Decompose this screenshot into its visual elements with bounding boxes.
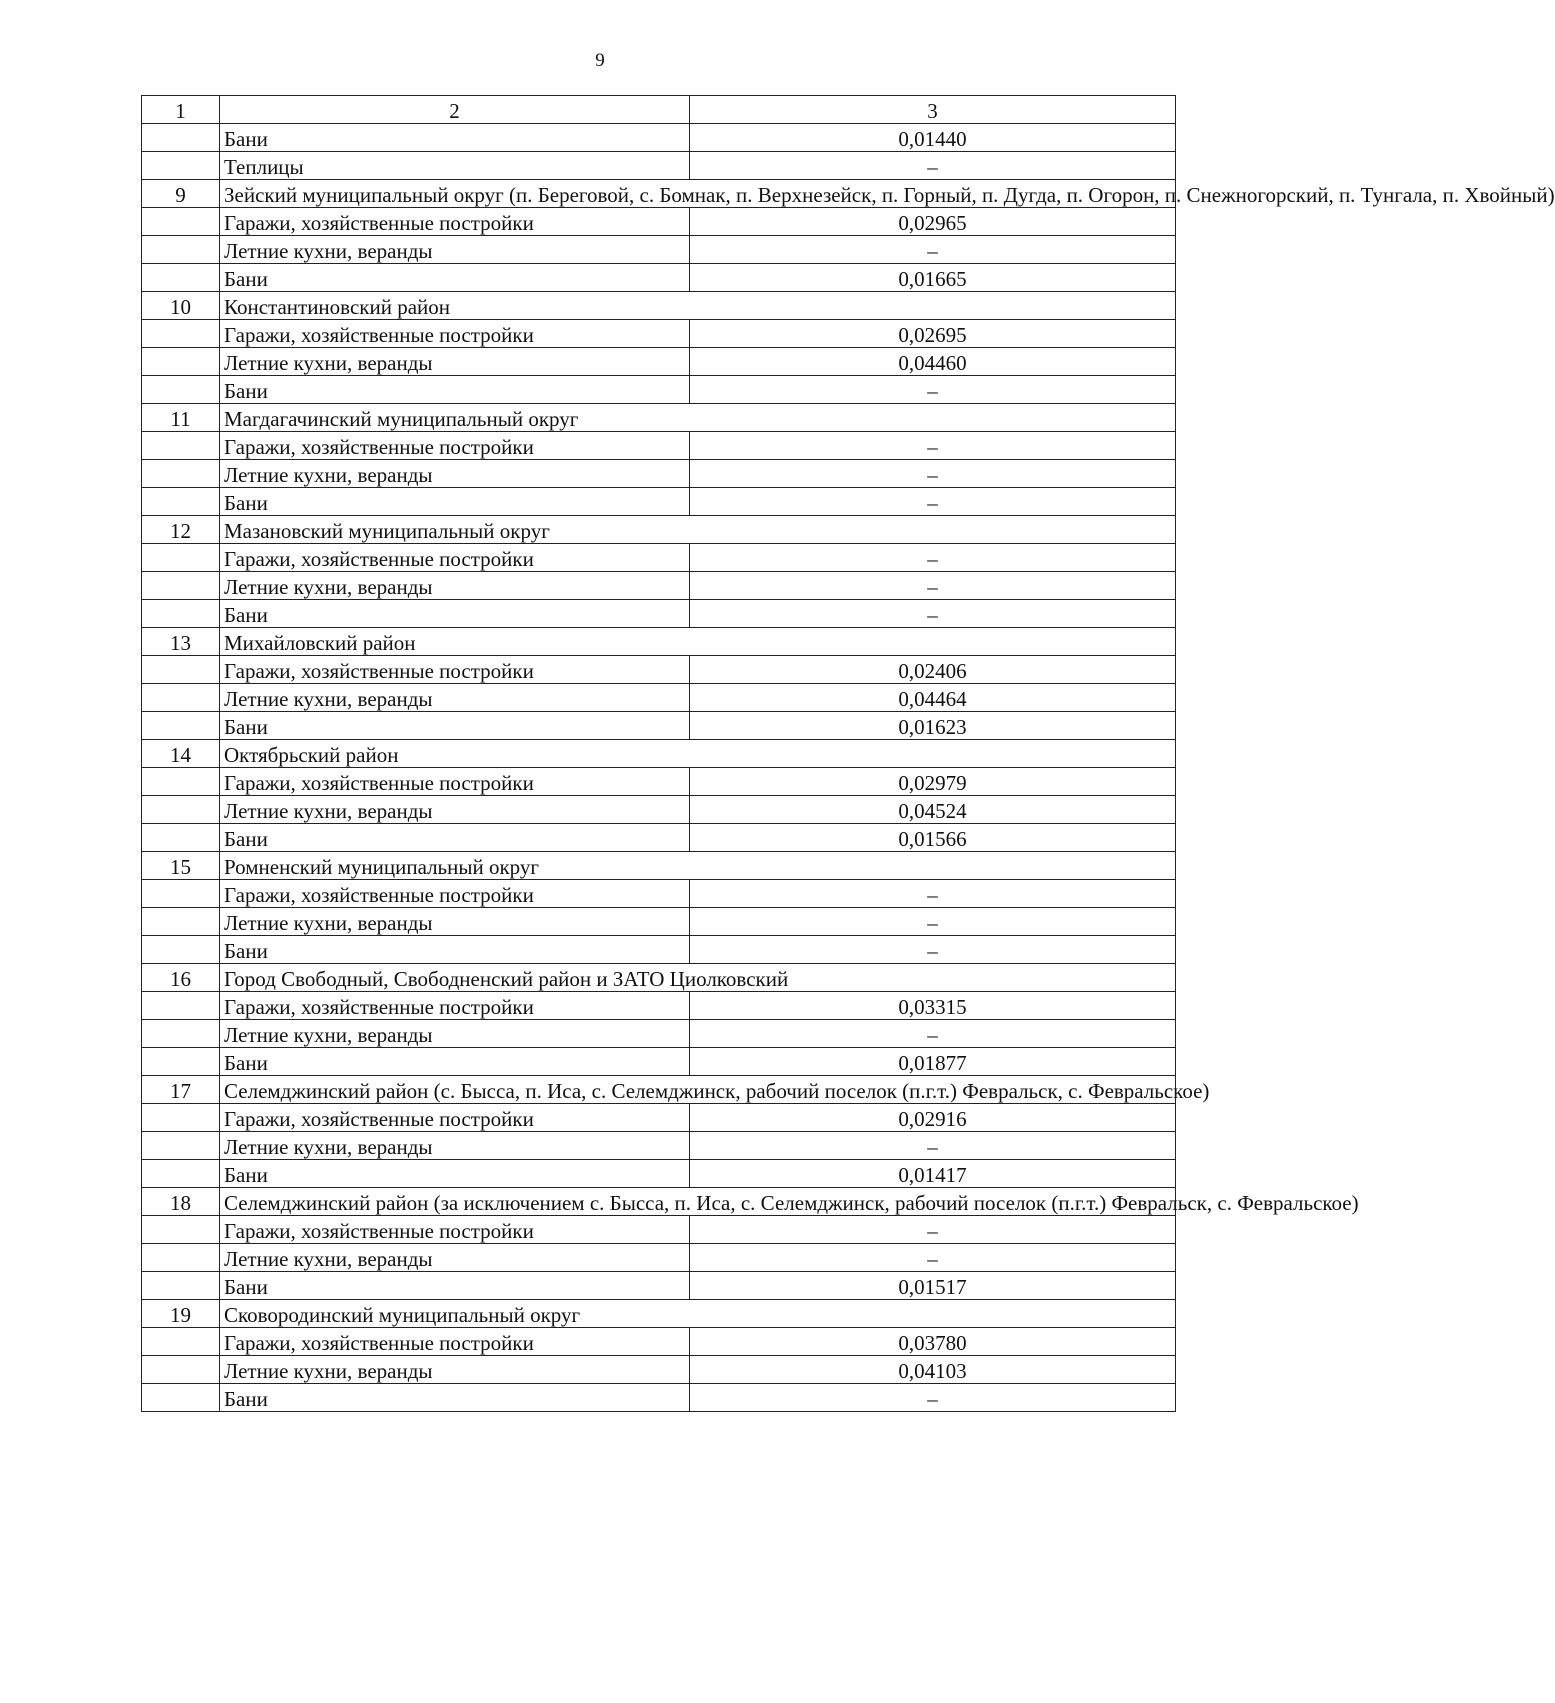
group-number: 16: [142, 964, 220, 992]
table-row: [142, 488, 1176, 516]
coefficient-value: –: [690, 936, 1176, 964]
empty-number-cell: [142, 124, 220, 152]
empty-number-cell: [142, 152, 220, 180]
building-type: Бани: [220, 124, 690, 152]
table-row: [142, 1160, 1176, 1188]
group-row: [142, 1076, 1176, 1104]
coefficient-value: –: [690, 376, 1176, 404]
coefficient-value: –: [690, 1244, 1176, 1272]
header-col-3: 3: [690, 96, 1176, 124]
table-row: [142, 236, 1176, 264]
coefficient-value: 0,04524: [690, 796, 1176, 824]
building-type: Бани: [220, 600, 690, 628]
empty-number-cell: [142, 460, 220, 488]
empty-number-cell: [142, 908, 220, 936]
table-row: [142, 1020, 1176, 1048]
page-number: 9: [595, 50, 605, 71]
building-type: Бани: [220, 1048, 690, 1076]
building-type: Гаражи, хозяйственные постройки: [220, 544, 690, 572]
table-row: [142, 1272, 1176, 1300]
table-row: [142, 1104, 1176, 1132]
building-type: Бани: [220, 712, 690, 740]
group-number: 15: [142, 852, 220, 880]
empty-number-cell: [142, 544, 220, 572]
coefficient-value: –: [690, 572, 1176, 600]
coefficients-table: [141, 95, 1555, 1412]
empty-number-cell: [142, 1216, 220, 1244]
building-type: Бани: [220, 936, 690, 964]
coefficient-value: 0,04460: [690, 348, 1176, 376]
group-title: Город Свободный, Свободненский район и ЗАТО Циолковский: [220, 964, 1176, 992]
table-row: [142, 656, 1176, 684]
empty-number-cell: [142, 768, 220, 796]
group-title: Михайловский район: [220, 628, 1176, 656]
building-type: Летние кухни, веранды: [220, 460, 690, 488]
table-row: [142, 348, 1176, 376]
building-type: Летние кухни, веранды: [220, 1132, 690, 1160]
table-row: [142, 544, 1176, 572]
group-number: 10: [142, 292, 220, 320]
coefficient-value: –: [690, 432, 1176, 460]
building-type: Летние кухни, веранды: [220, 1356, 690, 1384]
coefficient-value: 0,02406: [690, 656, 1176, 684]
empty-number-cell: [142, 656, 220, 684]
table-row: [142, 824, 1176, 852]
empty-number-cell: [142, 880, 220, 908]
building-type: Летние кухни, веранды: [220, 572, 690, 600]
empty-number-cell: [142, 1356, 220, 1384]
group-row: [142, 1188, 1176, 1216]
table-row: [142, 936, 1176, 964]
table-row: [142, 1328, 1176, 1356]
table-row: [142, 880, 1176, 908]
empty-number-cell: [142, 432, 220, 460]
empty-number-cell: [142, 796, 220, 824]
coefficient-value: –: [690, 152, 1176, 180]
group-number: 18: [142, 1188, 220, 1216]
building-type: Летние кухни, веранды: [220, 348, 690, 376]
group-title: Селемджинский район (за исключением с. Бысса, п. Иса, с. Селемджинск, рабочий поселок (п.г.т.) Февральск, с. Февральское): [220, 1188, 1176, 1216]
group-row: [142, 292, 1176, 320]
table-header-row: [142, 96, 1176, 124]
building-type: Летние кухни, веранды: [220, 1244, 690, 1272]
coefficient-value: –: [690, 880, 1176, 908]
table-row: [142, 1244, 1176, 1272]
group-title: Константиновский район: [220, 292, 1176, 320]
coefficient-value: –: [690, 544, 1176, 572]
empty-number-cell: [142, 684, 220, 712]
group-title: Магдагачинский муниципальный округ: [220, 404, 1176, 432]
building-type: Бани: [220, 1384, 690, 1412]
building-type: Бани: [220, 1160, 690, 1188]
building-type: Гаражи, хозяйственные постройки: [220, 1328, 690, 1356]
building-type: Теплицы: [220, 152, 690, 180]
table-body: [142, 96, 1555, 1412]
coefficient-value: 0,04103: [690, 1356, 1176, 1384]
empty-number-cell: [142, 1160, 220, 1188]
group-number: 17: [142, 1076, 220, 1104]
empty-number-cell: [142, 992, 220, 1020]
building-type: Гаражи, хозяйственные постройки: [220, 768, 690, 796]
group-number: 13: [142, 628, 220, 656]
building-type: Летние кухни, веранды: [220, 684, 690, 712]
group-row: [142, 852, 1176, 880]
header-col-2: 2: [220, 96, 690, 124]
table-row: [142, 460, 1176, 488]
empty-number-cell: [142, 236, 220, 264]
building-type: Гаражи, хозяйственные постройки: [220, 992, 690, 1020]
group-number: 12: [142, 516, 220, 544]
building-type: Летние кухни, веранды: [220, 908, 690, 936]
group-number: 9: [142, 180, 220, 208]
coefficient-value: –: [690, 1384, 1176, 1412]
table-row: [142, 1048, 1176, 1076]
empty-number-cell: [142, 1384, 220, 1412]
group-row: [142, 964, 1176, 992]
group-title: Селемджинский район (с. Бысса, п. Иса, с. Селемджинск, рабочий поселок (п.г.т.) Февральск, с. Февральское): [220, 1076, 1176, 1104]
building-type: Гаражи, хозяйственные постройки: [220, 320, 690, 348]
group-title: Октябрьский район: [220, 740, 1176, 768]
coefficient-value: 0,02916: [690, 1104, 1176, 1132]
group-title: Ромненский муниципальный округ: [220, 852, 1176, 880]
group-row: [142, 740, 1176, 768]
coefficient-value: 0,01665: [690, 264, 1176, 292]
table-row: [142, 768, 1176, 796]
coefficient-value: –: [690, 460, 1176, 488]
table-row: [142, 684, 1176, 712]
empty-number-cell: [142, 600, 220, 628]
empty-number-cell: [142, 376, 220, 404]
table-row: [142, 152, 1176, 180]
empty-number-cell: [142, 208, 220, 236]
building-type: Гаражи, хозяйственные постройки: [220, 208, 690, 236]
group-number: 19: [142, 1300, 220, 1328]
group-title: Мазановский муниципальный округ: [220, 516, 1176, 544]
coefficient-value: –: [690, 1216, 1176, 1244]
empty-number-cell: [142, 264, 220, 292]
coefficient-value: 0,03780: [690, 1328, 1176, 1356]
building-type: Летние кухни, веранды: [220, 236, 690, 264]
empty-number-cell: [142, 572, 220, 600]
empty-number-cell: [142, 1272, 220, 1300]
table-row: [142, 1384, 1176, 1412]
coefficient-value: –: [690, 908, 1176, 936]
coefficient-value: 0,01517: [690, 1272, 1176, 1300]
table-row: [142, 320, 1176, 348]
building-type: Бани: [220, 488, 690, 516]
empty-number-cell: [142, 1048, 220, 1076]
coefficient-value: –: [690, 1020, 1176, 1048]
coefficient-value: 0,01877: [690, 1048, 1176, 1076]
table-row: [142, 1132, 1176, 1160]
group-title: Зейский муниципальный округ (п. Береговой, с. Бомнак, п. Верхнезейск, п. Горный, п. Дугда, п. Огорон, п. Снежногорский, п. Тунгала, п. Хвойный): [220, 180, 1176, 208]
group-row: [142, 404, 1176, 432]
coefficient-value: 0,01417: [690, 1160, 1176, 1188]
empty-number-cell: [142, 712, 220, 740]
empty-number-cell: [142, 936, 220, 964]
building-type: Бани: [220, 376, 690, 404]
group-row: [142, 1300, 1176, 1328]
table-row: [142, 264, 1176, 292]
empty-number-cell: [142, 1244, 220, 1272]
coefficient-value: 0,02979: [690, 768, 1176, 796]
empty-number-cell: [142, 1328, 220, 1356]
group-row: [142, 516, 1176, 544]
coefficient-value: 0,04464: [690, 684, 1176, 712]
coefficient-value: –: [690, 488, 1176, 516]
building-type: Гаражи, хозяйственные постройки: [220, 1104, 690, 1132]
table-row: [142, 432, 1176, 460]
building-type: Гаражи, хозяйственные постройки: [220, 880, 690, 908]
building-type: Бани: [220, 264, 690, 292]
table-row: [142, 376, 1176, 404]
building-type: Летние кухни, веранды: [220, 1020, 690, 1048]
coefficient-value: 0,02965: [690, 208, 1176, 236]
table-row: [142, 796, 1176, 824]
coefficient-value: 0,01440: [690, 124, 1176, 152]
coefficient-value: 0,02695: [690, 320, 1176, 348]
empty-number-cell: [142, 824, 220, 852]
group-number: 14: [142, 740, 220, 768]
table-row: [142, 208, 1176, 236]
empty-number-cell: [142, 348, 220, 376]
coefficient-value: –: [690, 600, 1176, 628]
header-col-1: 1: [142, 96, 220, 124]
coefficient-value: 0,01623: [690, 712, 1176, 740]
building-type: Бани: [220, 824, 690, 852]
table-row: [142, 600, 1176, 628]
coefficient-value: 0,01566: [690, 824, 1176, 852]
table-row: [142, 992, 1176, 1020]
group-title: Сковородинский муниципальный округ: [220, 1300, 1176, 1328]
group-row: [142, 628, 1176, 656]
coefficient-value: –: [690, 1132, 1176, 1160]
table-row: [142, 712, 1176, 740]
building-type: Гаражи, хозяйственные постройки: [220, 1216, 690, 1244]
building-type: Летние кухни, веранды: [220, 796, 690, 824]
table-row: [142, 124, 1176, 152]
table-row: [142, 1216, 1176, 1244]
coefficient-value: 0,03315: [690, 992, 1176, 1020]
table-row: [142, 908, 1176, 936]
building-type: Бани: [220, 1272, 690, 1300]
table-row: [142, 1356, 1176, 1384]
table-row: [142, 572, 1176, 600]
empty-number-cell: [142, 1020, 220, 1048]
empty-number-cell: [142, 488, 220, 516]
coefficient-value: –: [690, 236, 1176, 264]
building-type: Гаражи, хозяйственные постройки: [220, 656, 690, 684]
empty-number-cell: [142, 320, 220, 348]
building-type: Гаражи, хозяйственные постройки: [220, 432, 690, 460]
empty-number-cell: [142, 1104, 220, 1132]
group-number: 11: [142, 404, 220, 432]
empty-number-cell: [142, 1132, 220, 1160]
group-row: [142, 180, 1176, 208]
